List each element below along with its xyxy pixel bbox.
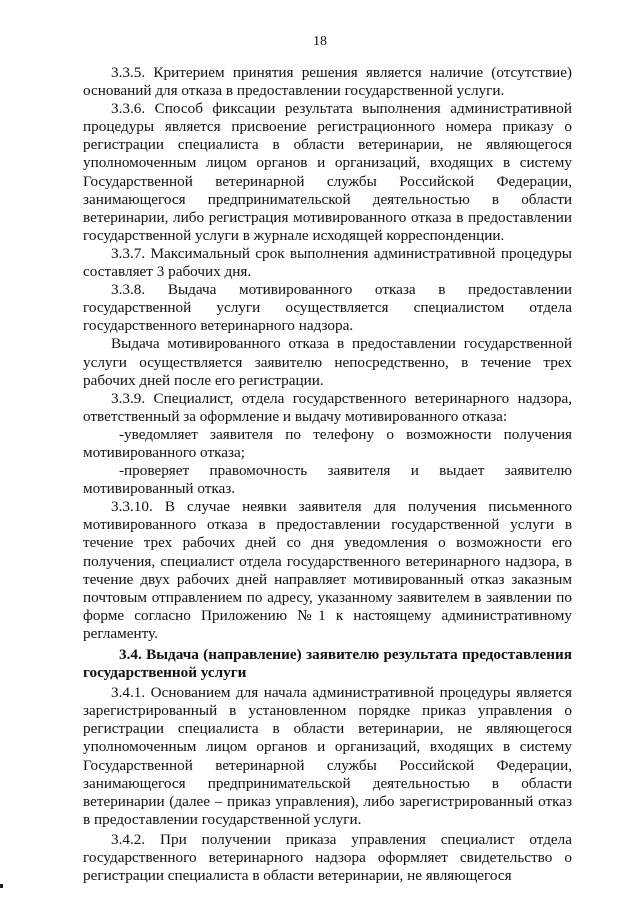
paragraph-3-3-6: 3.3.6. Способ фиксации результата выполнения административной процедуры является присвоение регистрационного номера приказу о регистрации специалиста в области ветеринарии, не являющегося уполномоченным лицом органов и организаций, входящих в систему Государственной ветеринарной службы Российской Федерации, занимающегося предпринимательской деятельностью в области ветеринарии, либо регистрация мотивированного отказа в предоставлении государственной услуги в журнале исходящей корреспонденции. xyxy=(83,100,572,244)
section-heading-3-4: 3.4. Выдача (направление) заявителю результата предоставления государственной услуги xyxy=(83,646,572,682)
paragraph-3-3-9: 3.3.9. Специалист, отдела государственного ветеринарного надзора, ответственный за оформление и выдачу мотивированного отказа: xyxy=(83,389,572,425)
paragraph-3-4-1: 3.4.1. Основанием для начала административной процедуры является зарегистрированный в установленном порядке приказ управления о регистрации специалиста в области ветеринарии, не являющегося уполномоченным лицом органов и организаций, входящих в систему Государственной ветеринарной службы Российской Федерации, занимающегося предпринимательской деятельностью в области ветеринарии (далее – приказ управления), либо зарегистрированный отказ в предоставлении государственной услуги. xyxy=(83,684,572,828)
scan-edge-mark xyxy=(0,884,3,888)
list-item-verify: -проверяет правомочность заявителя и выдает заявителю мотивированный отказ. xyxy=(83,462,572,498)
list-item-notify: -уведомляет заявителя по телефону о возможности получения мотивированного отказа; xyxy=(83,425,572,461)
paragraph-3-3-8: 3.3.8. Выдача мотивированного отказа в предоставлении государственной услуги осуществляется специалистом отдела государственного ветеринарного надзора. xyxy=(83,281,572,335)
paragraph-3-4-2: 3.4.2. При получении приказа управления специалист отдела государственного ветеринарного надзора оформляет свидетельство о регистрации специалиста в области ветеринарии, не являющегося xyxy=(83,830,572,885)
document-body xyxy=(83,64,572,885)
paragraph-refusal-delivery: Выдача мотивированного отказа в предоставлении государственной услуги осуществляется заявителю непосредственно, в течение трех рабочих дней после его регистрации. xyxy=(83,335,572,389)
paragraph-3-3-10: 3.3.10. В случае неявки заявителя для получения письменного мотивированного отказа в предоставлении государственной услуги в течение трех рабочих дней со дня уведомления о возможности его получения, специалист отдела государственного ветеринарного надзора, в течение двух рабочих дней направляет мотивированный отказ заказным почтовым отправлением по адресу, указанному заявителем в заявлении по форме согласно Приложению №1 к настоящему административному регламенту. xyxy=(83,498,572,642)
paragraph-3-3-7: 3.3.7. Максимальный срок выполнения административной процедуры составляет 3 рабочих дня. xyxy=(83,244,572,281)
paragraph-3-3-5: 3.3.5. Критерием принятия решения является наличие (отсутствие) оснований для отказа в предоставлении государственной услуги. xyxy=(83,64,572,100)
page-number: 18 xyxy=(313,34,327,49)
